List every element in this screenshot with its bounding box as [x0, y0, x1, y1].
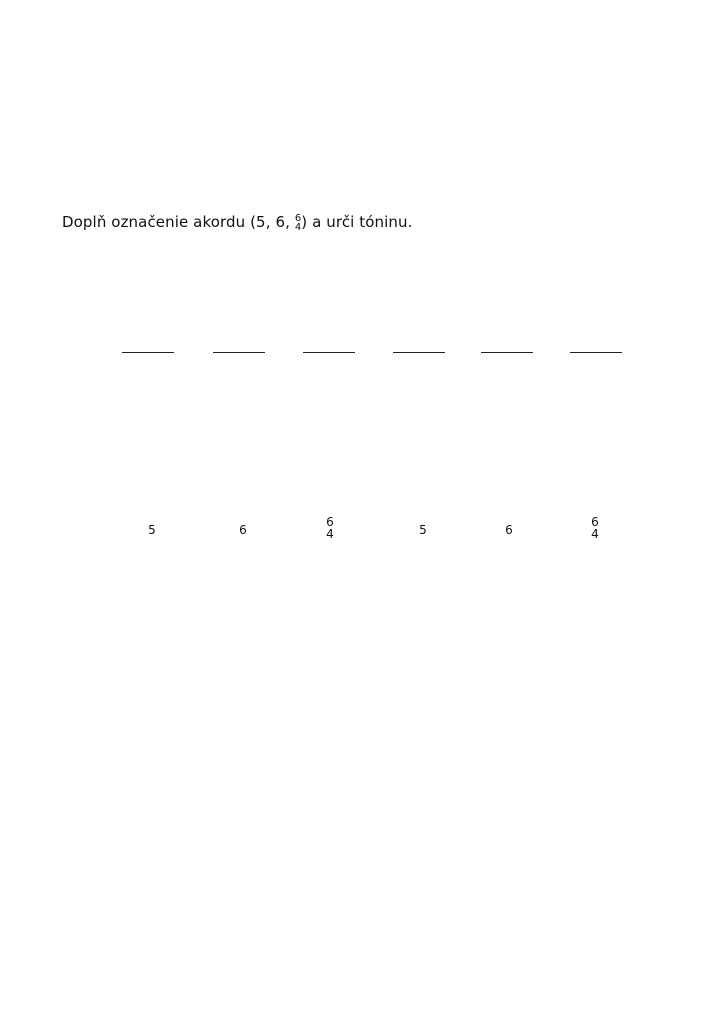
- answer-blank-3[interactable]: [303, 352, 355, 353]
- figure-5-b: [411, 524, 435, 536]
- figure-6-b-text: 6: [505, 523, 513, 537]
- figure-5-a-text: 5: [148, 523, 156, 537]
- answer-blank-5[interactable]: [481, 352, 533, 353]
- figure-64-b: [583, 516, 607, 540]
- answer-blank-1[interactable]: [122, 352, 174, 353]
- figure-64-a-top: 6: [326, 515, 334, 529]
- figure-64-b-bottom: 4: [591, 527, 599, 541]
- figure-6-b: [497, 524, 521, 536]
- answer-blank-2[interactable]: [213, 352, 265, 353]
- instruction-2-fraction: 6 4: [294, 212, 302, 233]
- figure-64-a-bottom: 4: [326, 527, 334, 541]
- figure-6-a-text: 6: [239, 523, 247, 537]
- figure-64-b-top: 6: [591, 515, 599, 529]
- figure-64-a: [318, 516, 342, 540]
- figure-5-a: [140, 524, 164, 536]
- figure-6-a: [231, 524, 255, 536]
- figure-5-b-text: 5: [419, 523, 427, 537]
- answer-blank-4[interactable]: [393, 352, 445, 353]
- answer-blank-6[interactable]: [570, 352, 622, 353]
- instruction-2-text-b: ) a urči tóninu.: [301, 213, 413, 231]
- instruction-2-text-a: Doplň označenie akordu (5, 6,: [62, 213, 295, 231]
